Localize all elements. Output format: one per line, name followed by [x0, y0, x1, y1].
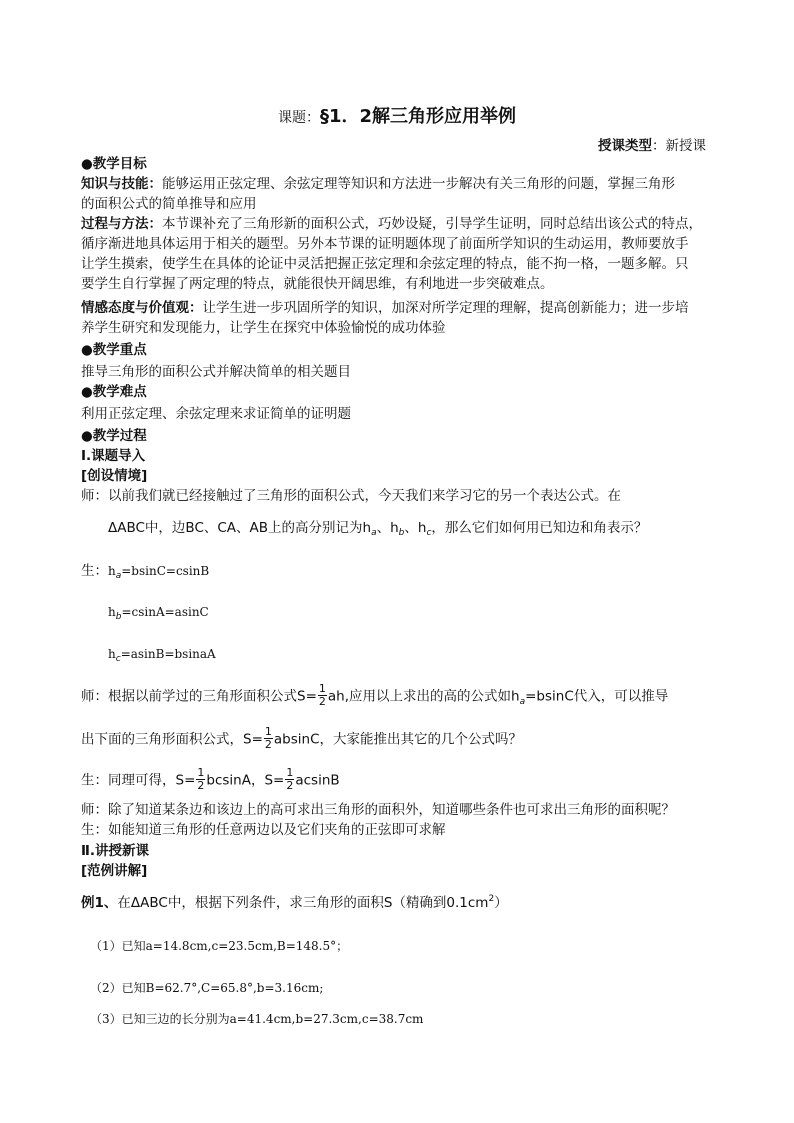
key-point-heading: ●教学重点 — [81, 342, 147, 358]
scenario-heading: [创设情境] — [81, 468, 148, 484]
process-line-3: 让学生摸索，使学生在具体的论证中灵活把握正弦定理和余弦定理的特点，能不拘一格，一题多解。只 — [81, 256, 689, 272]
process-line-2: 循序渐进地具体运用于相关的题型。另外本节课的证明题体现了前面所学知识的生动运用，教师要放手 — [81, 236, 689, 252]
student-line-3: $h_c=asinB=bsinaA$ — [108, 647, 216, 664]
knowledge-label: 知识与技能： — [81, 176, 162, 192]
lesson-type-value: ：新授课 — [652, 138, 706, 154]
example-1-condition-3: （3）已知三边的长分别为a=41.4cm,b=27.3cm,c=38.7cm — [90, 1012, 424, 1026]
title-text: §1．2解三角形应用举例 — [319, 106, 517, 127]
example-1-label: 例1、 — [81, 895, 118, 911]
emotion-line-1: 情感态度与价值观：让学生进一步巩固所学的知识，加深对所学定理的理解，提高创新能力；进一步培 — [81, 300, 689, 316]
examples-heading: [范例讲解] — [81, 863, 148, 879]
knowledge-line-2: 的面积公式的简单推导和应用 — [81, 196, 257, 212]
fraction-half: $\frac{1}{2}$ — [318, 682, 326, 708]
student-line-5: 生：如能知道三角形的任意两边以及它们夹角的正弦即可求解 — [81, 822, 446, 838]
section-new-lesson: Ⅱ.讲授新课 — [81, 843, 150, 859]
student-line-4: 生：同理可得，S= $\frac{1}{2}$ bcsinA，S= $\frac{1}{2}$ acsinB — [81, 766, 340, 792]
teacher-line-3: 师：根据以前学过的三角形面积公式S= $\frac{1}{2}$ ah,应用以上求出的高的公式如$h_a=bsinC$代入，可以推导 — [81, 682, 669, 708]
process-line-1: 过程与方法：本节课补充了三角形新的面积公式，巧妙设疑，引导学生证明，同时总结出该公式的特点， — [81, 216, 702, 232]
teacher-line-2: ΔABC中，边BC、CA、AB上的高分别记为$h_a$、$h_b$、$h_c$，那么它们如何用已知边和角表示？ — [108, 520, 648, 538]
fraction-half: $\frac{1}{2}$ — [264, 725, 272, 751]
difficulty-text: 利用正弦定理、余弦定理来求证简单的证明题 — [81, 406, 351, 422]
example-1-condition-2: （2）已知B=62.7°,C=65.8°,b=3.16cm; — [90, 981, 324, 995]
teacher-line-1: 师：以前我们就已经接触过了三角形的面积公式，今天我们来学习它的另一个表达公式。在 — [81, 488, 621, 504]
student-line-2: $h_b=csinA=asinC$ — [108, 605, 209, 622]
process-heading: ●教学过程 — [81, 428, 147, 444]
key-point-text: 推导三角形的面积公式并解决简单的相关题目 — [81, 364, 351, 380]
objectives-heading: ●教学目标 — [81, 156, 147, 172]
example-1: 例1、在ΔABC中，根据下列条件，求三角形的面积S（精确到$0.1cm^2$） — [81, 894, 508, 911]
lesson-type-label: 授课类型 — [598, 138, 652, 154]
teacher-line-5: 师：除了知道某条边和该边上的高可求出三角形的面积外，知道哪些条件也可求出三角形的面积呢？ — [81, 802, 675, 818]
fraction-half: $\frac{1}{2}$ — [197, 766, 205, 792]
process-label: 过程与方法： — [81, 216, 162, 232]
teacher-line-4: 出下面的三角形面积公式，S= $\frac{1}{2}$ absinC，大家能推出其它的几个公式吗？ — [81, 725, 522, 751]
title-prefix: 课题： — [277, 110, 320, 126]
section-intro: Ⅰ.课题导入 — [81, 448, 146, 464]
difficulty-heading: ●教学难点 — [81, 384, 147, 400]
emotion-label: 情感态度与价值观： — [81, 300, 203, 316]
emotion-line-2: 养学生研究和发现能力，让学生在探究中体验愉悦的成功体验 — [81, 320, 446, 336]
student-line-1: 生：$h_a=bsinC=csinB$ — [81, 563, 210, 581]
page-title — [0, 102, 794, 128]
knowledge-line-1: 知识与技能：能够运用正弦定理、余弦定理等知识和方法进一步解决有关三角形的问题，掌握三角形 — [81, 176, 675, 192]
lesson-type — [598, 134, 706, 154]
example-1-condition-1: （1）已知a=14.8cm,c=23.5cm,B=148.5°； — [90, 939, 349, 953]
fraction-half: $\frac{1}{2}$ — [286, 766, 294, 792]
process-line-4: 要学生自行掌握了两定理的特点，就能很快开阔思维，有利地进一步突破难点。 — [81, 276, 554, 292]
